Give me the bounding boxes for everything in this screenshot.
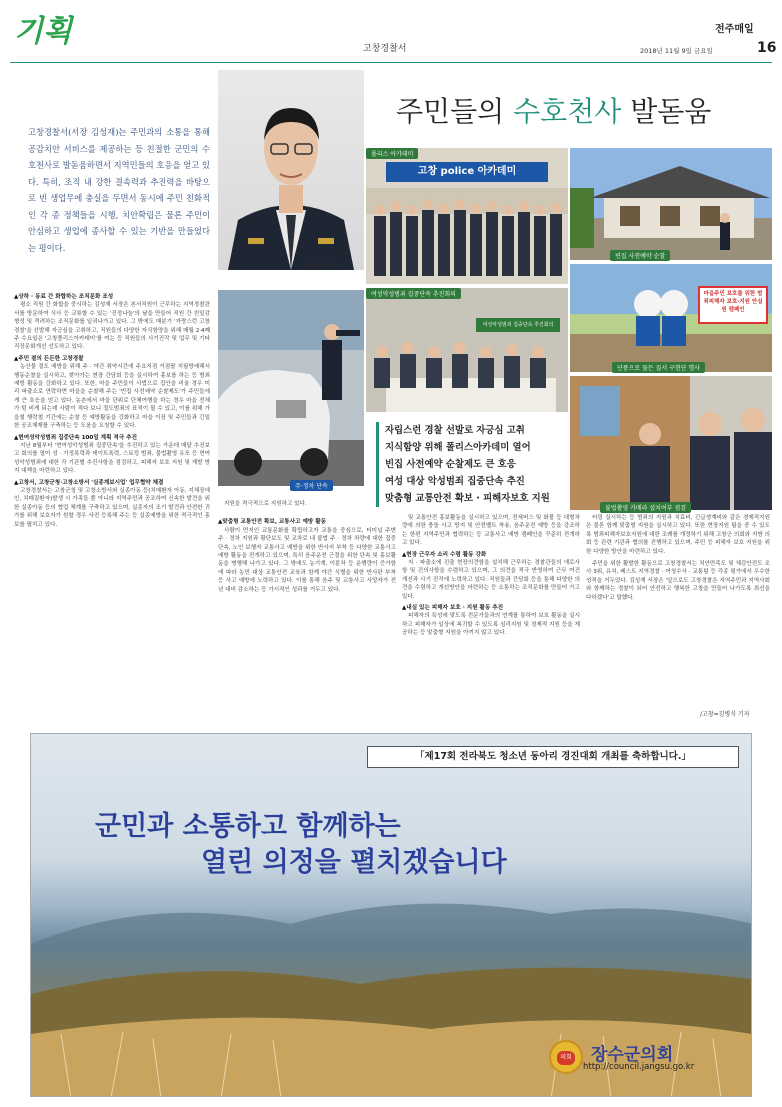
subhead: ▲현장 근무자 소리 수렴 활동 강화 [402,551,487,558]
council-name: 장수군의회 [591,1045,674,1065]
page-number: 16 [757,40,777,56]
house-photo [570,148,772,260]
meeting-caption: 여성악성범죄 집중단속 추진회의 [366,288,461,299]
highlight-item: 자립스런 경찰 선발로 자긍심 고취 [385,425,525,436]
body-text: 고창경찰서는 고창군청 및 고창소방서와 실종아동 등(치매환자 아동, 지체장애인, 치매질환자)발생 시 가족들 뿐 아니라 지역주민과 공조하여 신속한 발견을 위한 실종아동 등의 협업 체계를 구축하고 있으며, 실종자의 조기 발견과 안전한 귀가를 위해 보호자가 원할 경우 사전 등록해 주는 등 실종예방을 위한 적극적인 홍보를 펼치고 있다. [14,487,210,528]
academy-banner: 고창 police 아카데미 [386,162,548,182]
meeting-photo [366,288,568,412]
council-url[interactable]: http://council.jangsu.go.kr [583,1062,695,1072]
body-text: 터링 실시하는 등 범죄의 지원과 치료비, 긴급생계비와 같은 경제적지원은 물론 함께 맞춤형 지원을 실시하고 있다. 또한 현장지원 팀을 중 수 있도록 범죄피해자보호지원에 대한 조례를 개정하기 위해 고창군 의회와 지방 의회 등 관련 기관과 협의를 진행하고 있으며, 주민 등 피해자 보호 지원을 위한 다양한 방안을 마련하고 있다. [586,515,770,555]
highlight-item: 빈집 사전예약 순찰제도 큰 호응 [385,459,516,470]
subhead: ▲내실 있는 피해자 보호 · 지원 활동 추진 [402,605,504,612]
ad-slogan-1: 군민과 소통하고 함께하는 [95,811,401,842]
portrait-photo [218,70,364,270]
headline-suffix: 발돋움 [621,95,712,128]
article-column-2 [218,500,396,718]
traffic-caption: 주·정차 단속 [290,480,333,491]
body-text: 및 교통안전 홍보활동을 실시하고 있으며, 전세버스 및 화물 등 대형차량에 의한 충돌 사고 방지 및 안전벨트 착용, 음주운전 예방 등을 강조하는 한편 지역주민과 협력하는 등 교통사고 예방 캠페인을 꾸준히 전개하고 있다. [402,515,580,547]
subhead: ▲상하 · 동료 간 화합하는 조직문화 조성 [14,294,114,300]
inspection-caption: 불법촬영 카메라 설치여부 점검 [600,502,691,513]
house-caption: 빈집 사전예약 순찰 [610,250,670,261]
newspaper-name: 전주매일 [715,24,754,35]
body-text: 피해자의 특성에 맞도록 전문가들과의 연계를 통하여 보호 활동을 실시하고 피해자가 일상에 복귀할 수 있도록 심리지원 및 경제적 지원 등을 제공하는 등 맞춤형 지원을 아끼지 않고 있다. [402,613,580,637]
department-name: 고창경찰서 [363,44,407,54]
academy-photo [366,148,568,284]
headline [396,90,711,130]
body-text: 평소 직원 간 화합을 중시하는 김성재 서장은 본서직원이 근무하는 지역경찰관서를 방문하여 식사 등 교류할 수 있는 '진정나눔'의 날을 만들어 직원 간 친밀감 형성 및 격려하는 조직문화를 일궈나가고 있다. 그 밖에도 매분기 '자랑스런 고창경찰'을 선발해 자긍심을 고취하고, 직원들의 다양한 자식함양을 위해 매월 2·4째주 수요일은 '고창폴리스아카데미'를 여는 등 직원들의 사기진작 및 업무 및 기타 직장문화개선 선도하고 있다. [14,302,210,351]
academy-tag: 폴리스 아카데미 [366,148,418,159]
headline-highlight: 수호천사 [513,95,622,128]
campaign-photo [570,264,772,372]
subhead: ▲맞춤형 교통안전 확보, 교통사고 예방 활동 [218,519,327,526]
seal-text: 의회 [557,1051,575,1065]
highlight-item: 맞춤형 교통안전 확보 · 피해자보호 지원 [385,493,550,504]
highlight-item: 지식함양 위해 폴리스아카데미 열어 [385,442,531,453]
article-column-4 [586,514,770,710]
ad-notice: 「제17회 전라북도 청소년 동아리 경진대회 개최를 축하합니다.」 [367,746,739,768]
headline-prefix: 주민들의 [396,95,514,128]
meeting-banner: 여성악성범죄 집중단속 추진회의 [476,318,560,332]
body-text: 지원을 적극적으로 지원하고 있다. [224,501,307,507]
issue-date: 2018년 11월 9일 금요일 [640,47,713,55]
portrait-caption: 김성재 서장 [306,263,337,270]
byline: /고창=김병식 기자 [700,711,750,718]
section-title: 기획 [14,14,72,49]
article-column-1 [14,290,210,718]
body-text: 농산물 절도 예방을 위해 주 · 야간 취약시간에 주요지점 거점팔 지필방예해서 행동순찰을 실시하고, 찾아가는 현장 간담회 등을 실시하여 홍보를 하는 등 범죄예방 활동을 강화하고 있다. 또한, 마을 주민들이 사법으로 집안을 비울 경우 미리 파출소로 연락하면 마을을 순찰해 주는 '빈집 사전예약 순찰제도'가 주민들에게 큰 호응을 얻고 있다. 농촌에서 마을 단위로 단체여행을 하는 경우 마을 전체가 텅 비게 되는데 사람이 적다 보니 절도범죄의 표적이 될 수 있고, 이를 위해 가을철 행락철 기간에는 순찰 등 예방활동을 강화하고 마을 이장 및 주민들과 긴밀한 공조체제를 구축하는 등 도움을 요청할 수 있다. [14,364,210,430]
article-column-3 [402,514,580,718]
subhead: ▲현여성악성범죄 집중단속 100일 계획 적극 추진 [14,434,137,441]
council-seal-icon [549,1040,583,1074]
body-text: 주민을 위한 활발한 활동으로 고창경찰서는 치안만족도 및 체감안전도 조사 3위, 유치, 베스트 지역경찰 · 여청수사 · 교통팀 등 각종 평가에서 우수한 성적을 거두었다. 김성재 서장은 '앞으로도 고창경찰은 지역주민과 지역사회와 함께하는 경찰이 되어 안전하고 행복한 고창을 만들어 나가도록 최선을 다하겠다'고 말했다. [586,561,770,601]
campaign-caption: 단풍으로 물든 질서 구현단 행사 [612,362,705,373]
body-text: 지 · 파출소에 진출 현장의견함을 설치해 근무하는 경찰관들의 애로사항 및 건의사항을 수렴하고 있으며, 그 의견을 적극 반영하여 근무 여건 개선과 사기 진작에 노력하고 있다. 직원들과 간담회 등을 통해 다양한 의견을 수렴하고 개선방안을 마련하는 등 소통하는 조직문화를 만들어 가고 있다. [402,560,580,600]
body-text: 사람이 먼저인 교통문화를 확립하고자 교통을 중심으로, 터미널 주변 주 · 정차 지원과 황단보도 및 교차로 내 불법 주 · 정차 차량에 대한 집중 단속, 노인 보행자 교통사고 예방을 위한 반사지 부착 등 다양한 교통사고 예방 활동을 전개하고 있으며, 특히 음주운전 근절을 위한 단속 및 홍보활동을 병행해 나가고 있다. 그 밖에도 농기계, 이륜차 등 운행량이 증가함에 따라 농민 대상 교통안전 교육과 함께 야간 식별을 위한 반사판 부착 등 사고 예방에 노력하고 있다. 이를 통해 음주 및 교통사고 사망자가 전년 대비 감소하는 등 가시적인 성과를 거두고 있다. [218,527,396,593]
council-ad [30,733,752,1097]
highlight-item: 여성 대상 악성범죄 집중단속 추진 [385,476,525,487]
subhead: ▲고창서, 고창군청·고창소방서 '실종계보시업' 업무협약 체결 [14,479,164,486]
subhead: ▲주민 곁의 든든한 고창경찰 [14,355,84,362]
body-text: 지난 8월부터 '현여성악성범죄 집중단속'을 추진하고 있는 가운데 매달 추진보고 회의를 열어 성 · 가정폭력과 데이트폭력, 스토킹 범죄, 불법촬영 유포 등 현여성악성범죄에 대한 각 기관별 추진사항을 점검하고, 피해자 보호 지원 및 재발 방지 대책을 마련하고 있다. [14,442,210,475]
highlights-box [376,422,568,507]
campaign-banner: 마을주민 보호를 위한 범죄피해자 보호·지원 안심원 캠페인 [698,286,768,324]
header-rule [10,62,772,63]
inspection-photo [570,376,772,510]
traffic-photo [218,290,364,486]
lead-paragraph: 고창경찰서(서장 김성재)는 주민과의 소통을 통해 공감치안 서비스를 제공하는 등 친절한 군민의 수호천사로 발돋움하면서 지역민들의 호응을 얻고 있다. 특히, 조직 내 강한 결속력과 추진력을 바탕으로 빈 생업무에 충실을 두면서 동시에 주민 친화적인 각 종 정책들을 시행, 치안확립은 물론 주민이 안심하고 생업에 종사할 수 있는 기반을 만들었다는 평이다. [28,127,210,253]
ad-slogan-2: 열린 의정을 펼치겠습니다 [201,847,507,878]
